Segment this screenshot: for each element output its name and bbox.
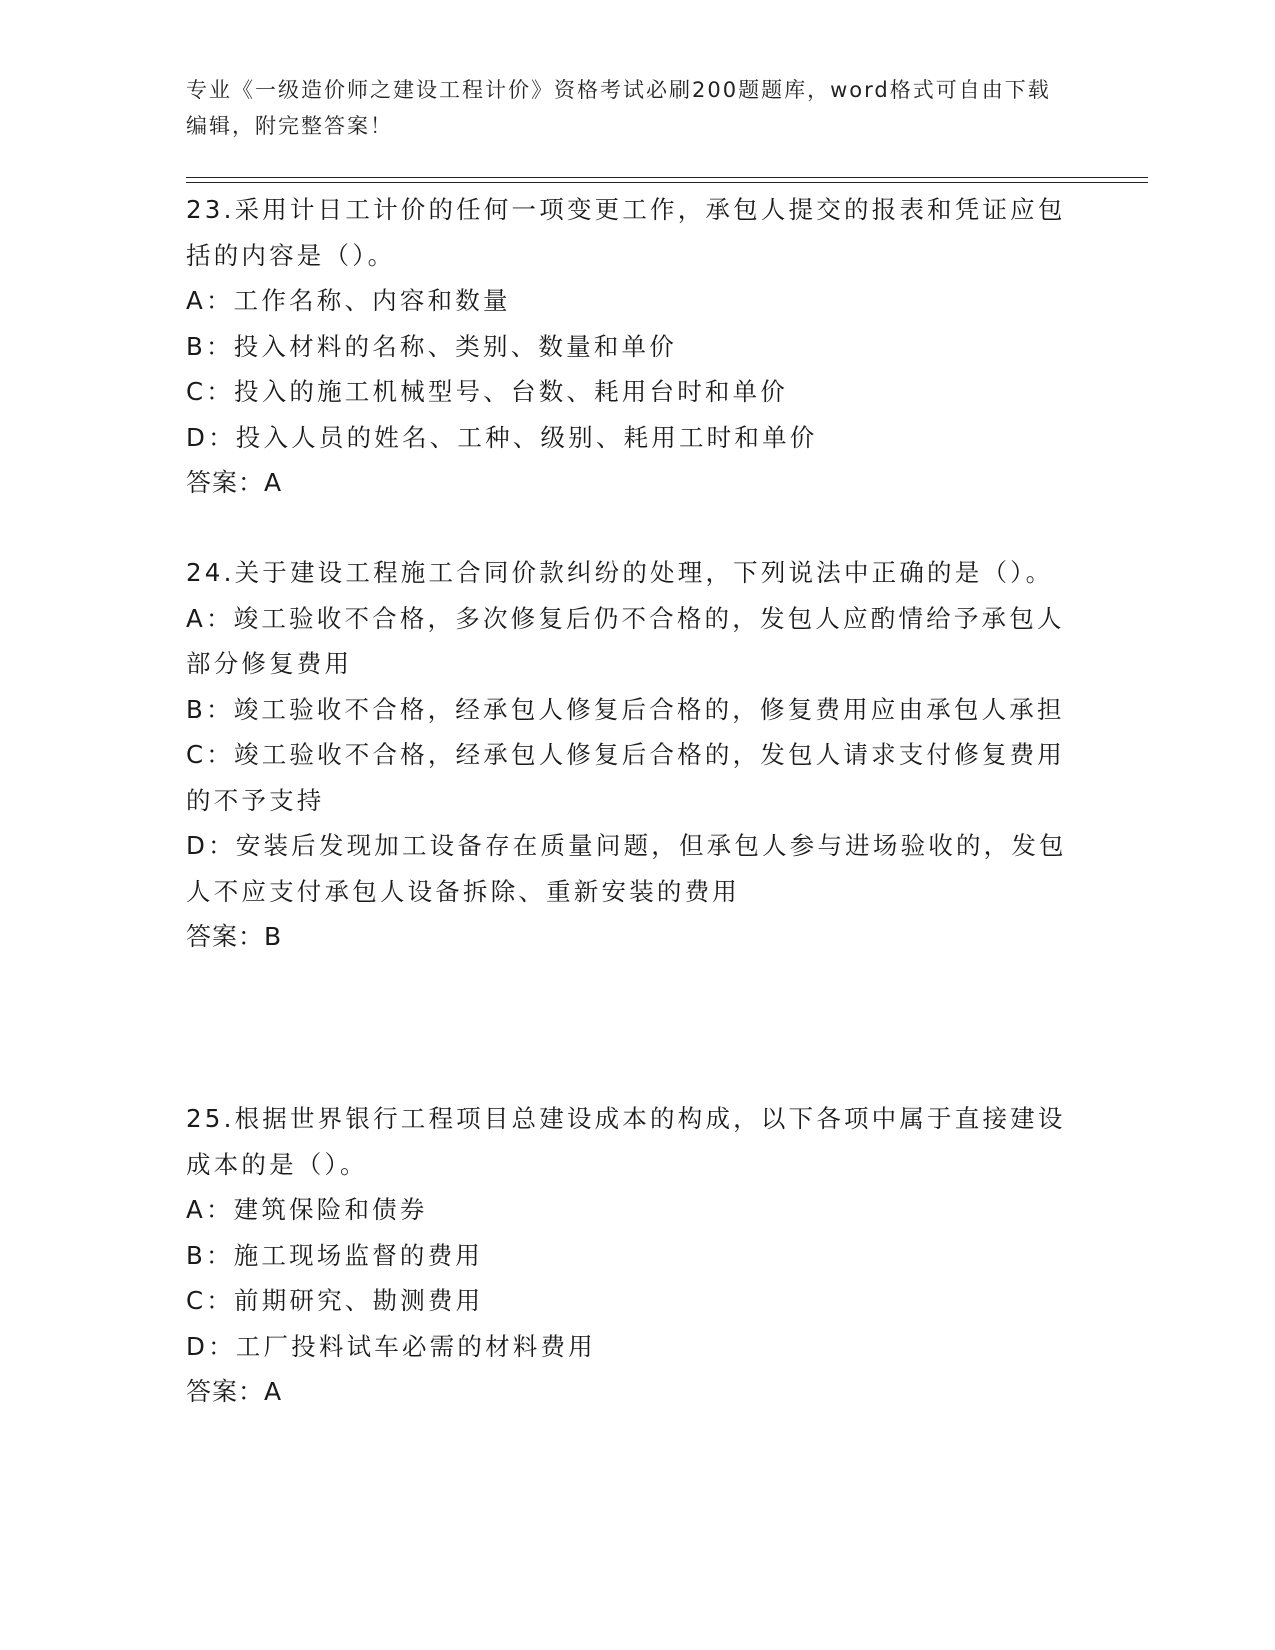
option-a: A：竣工验收不合格，多次修复后仍不合格的，发包人应酌情给予承包人部分修复费用 [186,603,1065,678]
question-stem: 24.关于建设工程施工合同价款纠纷的处理，下列说法中正确的是（）。 [186,558,1054,587]
option-a: A：建筑保险和债券 [186,1195,428,1224]
option-d: D：工厂投料试车必需的材料费用 [186,1331,596,1361]
header-divider-top [186,177,1148,178]
option-b: B：竣工验收不合格，经承包人修复后合格的，修复费用应由承包人承担 [186,694,1065,724]
option-a: A：工作名称、内容和数量 [186,286,511,315]
option-c: C：竣工验收不合格，经承包人修复后合格的，发包人请求支付修复费用的不予支持 [186,740,1066,815]
question-stem: 23.采用计日工计价的任何一项变更工作，承包人提交的报表和凭证应包括的内容是（）。 [186,195,1066,270]
option-c: C：前期研究、勘测费用 [186,1286,484,1315]
header-note: 专业《一级造价师之建设工程计价》资格考试必刷200题题库，word格式可自由下载编辑，附完整答案！ [186,78,1051,138]
answer: 答案：A [186,1377,283,1406]
answer: 答案：A [186,468,283,497]
answer: 答案：B [186,922,283,951]
option-d: D：投入人员的姓名、工种、级别、耗用工时和单价 [186,422,818,452]
option-c: C：投入的施工机械型号、台数、耗用台时和单价 [186,377,789,406]
option-d: D：安装后发现加工设备存在质量问题，但承包人参与进场验收的，发包人不应支付承包人设备拆除、重新安装的费用 [186,831,1067,906]
question-23 [186,187,1076,506]
header-divider-bottom [186,182,1148,183]
option-b: B：施工现场监督的费用 [186,1240,484,1270]
question-25 [186,1096,1076,1415]
question-stem: 25.根据世界银行工程项目总建设成本的构成，以下各项中属于直接建设成本的是（）。 [186,1104,1066,1179]
question-24 [186,550,1076,960]
option-b: B：投入材料的名称、类别、数量和单价 [186,331,677,361]
